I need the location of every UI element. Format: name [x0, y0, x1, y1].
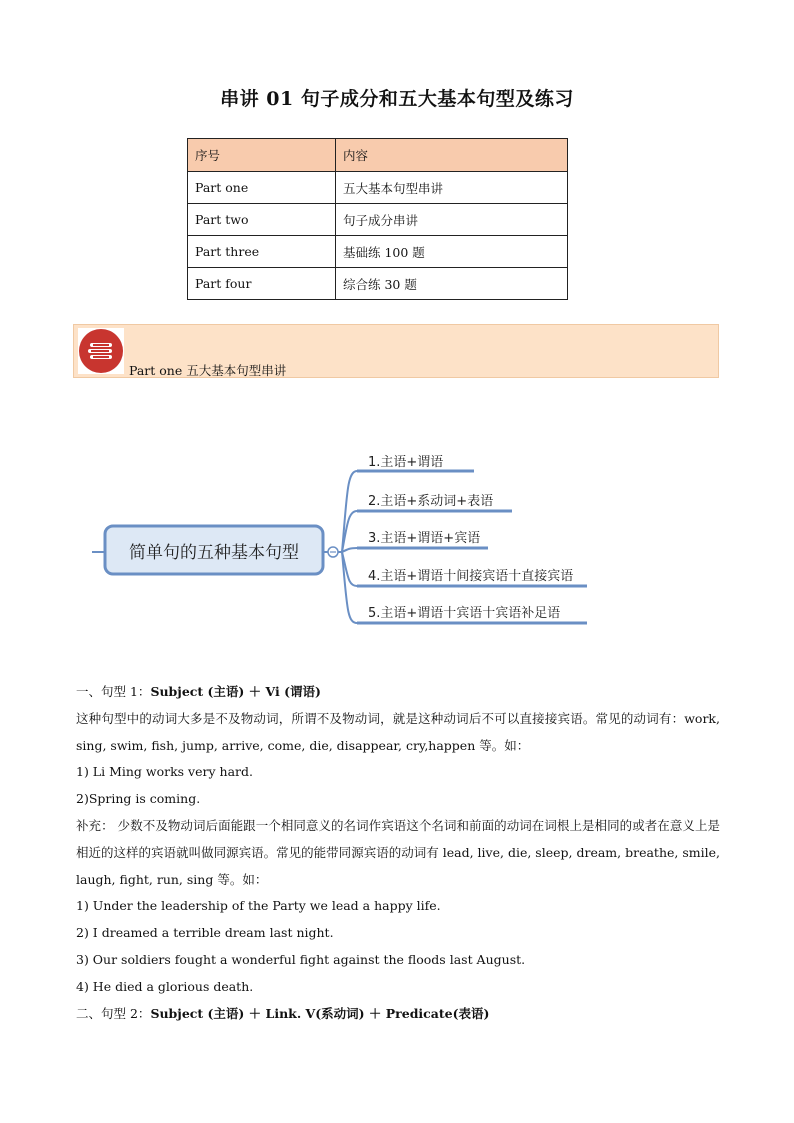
section-heading-2 — [76, 1001, 720, 1028]
example-line: 2)Spring is coming. — [76, 791, 201, 807]
table-cell: 句子成分串讲 — [336, 204, 568, 236]
contents-table — [187, 138, 568, 300]
paragraph: 这种句型中的动词大多是不及物动词，所谓不及物动词，就是这种动词后不可以直接接宾语。常见的动词有：work, sing, swim, fish, jump, arrive, come, die, disappear, cry,happen 等。如： — [76, 710, 720, 753]
section-heading-formula: Subject (主语) ＋ Vi (谓语) — [150, 684, 321, 699]
root-node-label: 简单句的五种基本句型 — [129, 543, 299, 563]
header-cell-number: 序号 — [188, 139, 336, 172]
part-banner-label: Part one 五大基本句型串讲 — [129, 363, 287, 378]
table-cell: 基础练 100 题 — [336, 236, 568, 268]
table-header-row — [188, 139, 568, 172]
example-line: 3) Our soldiers fought a wonderful fight against the floods last August. — [76, 951, 526, 967]
example-line: 4) He died a glorious death. — [76, 978, 254, 994]
part-banner — [73, 324, 719, 378]
mindmap-diagram — [92, 436, 652, 646]
header-cell-content: 内容 — [336, 139, 568, 172]
branch-label: 4.主语+谓语十间接宾语十直接宾语 — [368, 569, 574, 584]
example-line: 1) Li Ming works very hard. — [76, 764, 253, 780]
branch-connector — [342, 548, 357, 552]
table-row — [188, 204, 568, 236]
example-line: 1) Under the leadership of the Party we lead a happy life. — [76, 898, 441, 914]
table-cell: Part one — [188, 172, 336, 204]
table-cell: 五大基本句型串讲 — [336, 172, 568, 204]
section-heading-formula: Subject (主语) ＋ Link. V(系动词) ＋ Predicate(表语) — [150, 1005, 490, 1021]
branch-label: 1.主语+谓语 — [368, 455, 444, 470]
table-cell: Part four — [188, 268, 336, 300]
branch-label: 2.主语+系动词+表语 — [368, 494, 494, 509]
table-cell: Part three — [188, 236, 336, 268]
book-stack-icon — [78, 328, 124, 374]
section-heading-1 — [76, 679, 720, 706]
section-heading-prefix: 二、句型 2： — [76, 1005, 151, 1021]
table-row — [188, 236, 568, 268]
table-row — [188, 172, 568, 204]
page-title: 串讲 01 句子成分和五大基本句型及练习 — [220, 88, 574, 110]
branch-label: 3.主语+谓语+宾语 — [368, 531, 481, 546]
table-cell: Part two — [188, 204, 336, 236]
branch-label: 5.主语+谓语十宾语十宾语补足语 — [368, 606, 561, 621]
table-cell: 综合练 30 题 — [336, 268, 568, 300]
table-row — [188, 268, 568, 300]
body-content — [76, 679, 720, 1027]
example-line: 2) I dreamed a terrible dream last night. — [76, 925, 334, 941]
section-heading-prefix: 一、句型 1： — [76, 684, 151, 699]
supplement-paragraph: 补充： 少数不及物动词后面能跟一个相同意义的名词作宾语这个名词和前面的动词在词根上是相同的或者在意义上是相近的这样的宾语就叫做同源宾语。常见的能带同源宾语的动词有 lead, live, die, sleep, dream, breathe, smile, laugh, fight, run, sing 等。如： — [76, 817, 720, 887]
